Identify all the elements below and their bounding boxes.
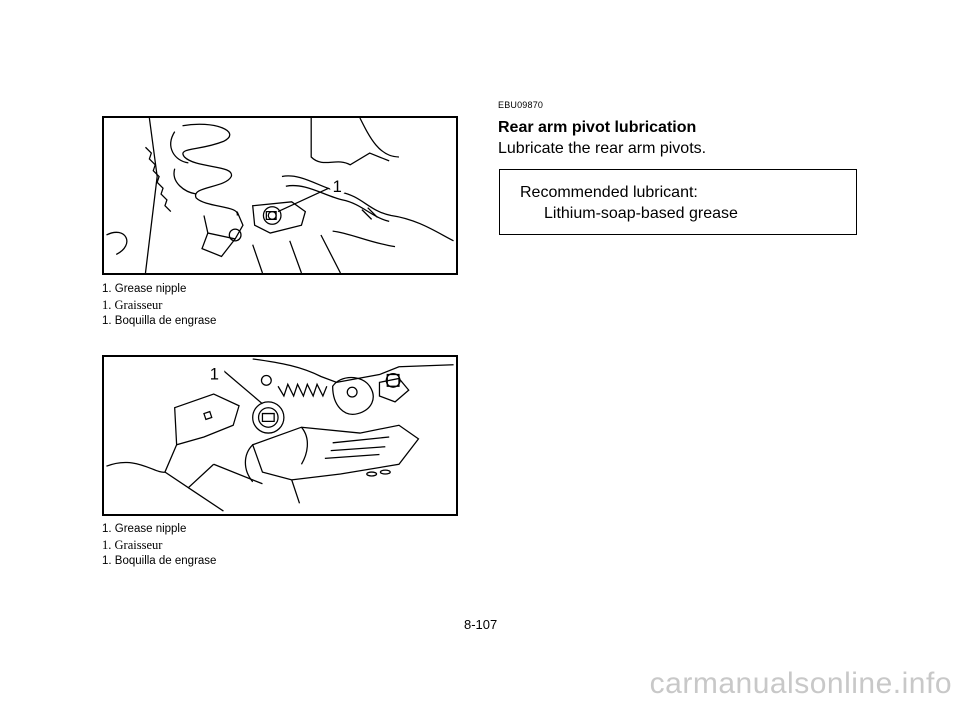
lubricant-value: Lithium-soap-based grease	[544, 205, 738, 222]
section-heading: Rear arm pivot lubrication	[498, 119, 697, 136]
caption-fr: 1. Graisseur	[102, 538, 163, 552]
caption-fr: 1. Graisseur	[102, 298, 163, 312]
caption-en: 1. Grease nipple	[102, 523, 187, 535]
shock-pivot-illustration	[104, 118, 456, 273]
lubricant-label: Recommended lubricant:	[520, 184, 698, 201]
caption-en: 1. Grease nipple	[102, 283, 187, 295]
figure2-captions	[102, 521, 216, 569]
callout-1: 1	[332, 177, 342, 197]
page-number: 8-107	[464, 617, 498, 632]
rear-arm-illustration	[104, 357, 456, 514]
caption-es: 1. Boquilla de engrase	[102, 555, 217, 567]
recommended-lubricant-box	[499, 169, 857, 235]
figure-rear-arm-pivot	[102, 355, 458, 516]
figure-shock-pivot	[102, 116, 458, 275]
watermark: carmanualsonline.info	[649, 667, 952, 700]
figure1-captions	[102, 281, 216, 329]
callout-1: 1	[209, 364, 220, 384]
section-code: EBU09870	[498, 100, 544, 110]
section-body: Lubricate the rear arm pivots.	[498, 140, 707, 157]
caption-es: 1. Boquilla de engrase	[102, 315, 217, 327]
